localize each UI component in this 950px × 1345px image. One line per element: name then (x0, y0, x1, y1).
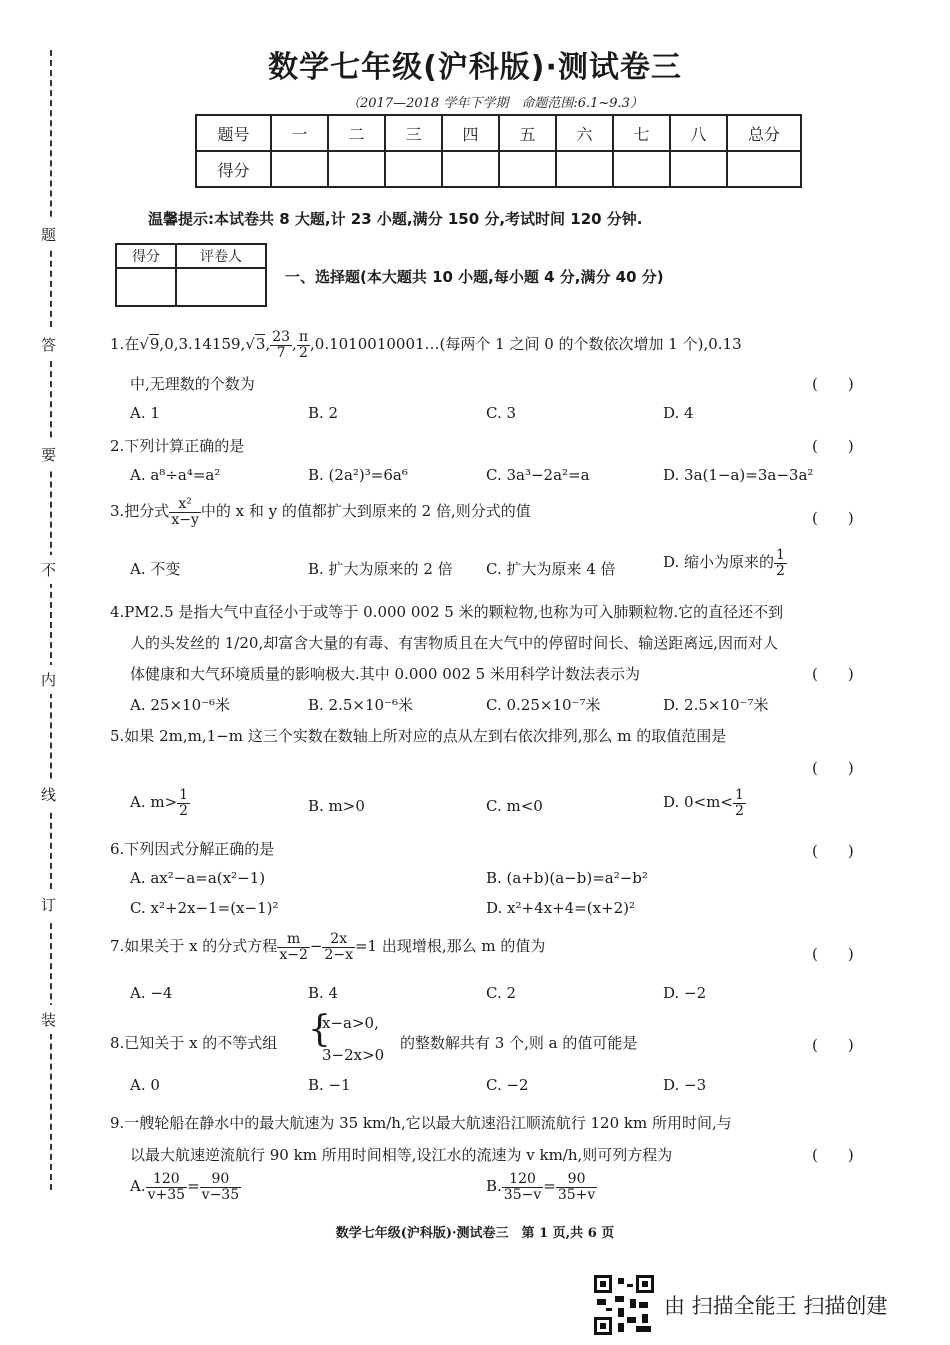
numerator: m (277, 932, 310, 948)
score-header-cell: 八 (670, 115, 727, 151)
brace-icon: { (308, 1009, 331, 1050)
score-header-cell: 总分 (727, 115, 801, 151)
answer-paren: ( ) (812, 375, 854, 393)
q1-option-b: B. 2 (308, 404, 339, 422)
binding-char: 要 (41, 440, 56, 469)
numerator: 120 (502, 1172, 543, 1188)
answer-paren: ( ) (812, 1146, 854, 1164)
q3-option-d-text: D. 缩小为原来的 (663, 553, 775, 572)
q9-option-b-label: B. (486, 1177, 502, 1196)
denominator: x−2 (279, 946, 308, 963)
q1-text: ,0.1010010001…(每两个 1 之间 0 的个数依次增加 1 个),0.13 (310, 335, 742, 354)
score-cell (385, 151, 442, 187)
q8-option-d: D. −3 (663, 1076, 707, 1094)
question-4-line3: 体健康和大气环境质量的影响极大.其中 0.000 002 5 米用科学计数法表示为 (130, 665, 640, 683)
page-footer: 数学七年级(沪科版)·测试卷三 第 1 页,共 6 页 (335, 1226, 615, 1241)
denominator: 35+v (557, 1186, 596, 1203)
numerator: 120 (146, 1172, 187, 1188)
q9-fraction (556, 1172, 597, 1202)
q3-option-b: B. 扩大为原来的 2 倍 (308, 560, 453, 578)
q2-option-b: B. (2a²)³=6a⁶ (308, 466, 408, 484)
q5-option-a-text: A. m> (130, 793, 178, 812)
question-9-line1: 9.一艘轮船在静水中的最大航速为 35 km/h,它以最大航速沿江顺流航行 120 km 所用时间,与 (110, 1114, 732, 1132)
binding-char: 不 (41, 555, 56, 584)
q5-option-c: C. m<0 (486, 797, 543, 815)
numerator: 1 (179, 787, 189, 803)
answer-paren: ( ) (812, 1036, 854, 1054)
question-7-stem (110, 932, 545, 962)
scanner-watermark: 由 扫描全能王 扫描创建 (664, 1294, 888, 1318)
binding-char: 答 (41, 330, 56, 359)
q5-option-a-fraction (177, 788, 190, 818)
question-5-stem: 5.如果 2m,m,1−m 这三个实数在数轴上所对应的点从左到右依次排列,那么 m 的取值范围是 (110, 727, 727, 745)
q7-option-b: B. 4 (308, 984, 339, 1002)
exam-tip: 温馨提示:本试卷共 8 大题,计 23 小题,满分 150 分,考试时间 120 分钟. (148, 210, 643, 228)
q3-option-a: A. 不变 (130, 560, 181, 578)
question-1-line2: 中,无理数的个数为 (130, 375, 255, 393)
q3-option-c: C. 扩大为原来 4 倍 (486, 560, 616, 578)
score-header-cell: 题号 (196, 115, 271, 151)
q9-equals: = (543, 1177, 556, 1196)
numerator: 90 (556, 1172, 597, 1188)
q7-option-c: C. 2 (486, 984, 517, 1002)
binding-char: 线 (41, 780, 56, 809)
q1-text: , (265, 335, 271, 354)
q4-option-d: D. 2.5×10⁻⁷米 (663, 696, 769, 714)
q5-option-a (130, 788, 190, 818)
q5-option-d-text: D. 0<m< (663, 793, 733, 812)
question-3-stem (110, 497, 531, 527)
q8-system-line2: 3−2x>0 (322, 1046, 385, 1064)
question-2-stem: 2.下列计算正确的是 (110, 437, 245, 455)
q8-option-a: A. 0 (130, 1076, 160, 1094)
question-8-stem-b: 的整数解共有 3 个,则 a 的值可能是 (400, 1034, 638, 1052)
q1-sqrt-9: 9 (149, 335, 160, 354)
q4-option-b: B. 2.5×10⁻⁶米 (308, 696, 414, 714)
q1-option-a: A. 1 (130, 404, 160, 422)
score-cell (556, 151, 613, 187)
answer-paren: ( ) (812, 509, 854, 527)
q7-fraction (277, 932, 310, 962)
q3-fraction (169, 497, 201, 527)
score-header-cell: 二 (328, 115, 385, 151)
binding-margin (30, 40, 70, 1190)
q6-option-d: D. x²+4x+4=(x+2)² (486, 899, 636, 917)
numerator: 2x (322, 932, 355, 948)
q6-option-a: A. ax²−a=a(x²−1) (130, 869, 266, 887)
denominator: 7 (276, 344, 286, 361)
q8-option-c: C. −2 (486, 1076, 529, 1094)
score-cell (727, 151, 801, 187)
grader-cell (116, 268, 176, 306)
q2-option-c: C. 3a³−2a²=a (486, 466, 590, 484)
binding-char: 内 (41, 665, 56, 694)
q1-fraction (270, 330, 292, 360)
score-cell (442, 151, 499, 187)
score-header-cell: 五 (499, 115, 556, 151)
question-4-line2: 人的头发丝的 1/20,却富含大量的有毒、有害物质且在大气中的停留时间长、输送距离远,因而对人 (130, 634, 778, 652)
q9-option-a (130, 1172, 241, 1202)
answer-paren: ( ) (812, 437, 854, 455)
q2-option-d: D. 3a(1−a)=3a−3a² (663, 466, 814, 484)
question-9-line2: 以最大航速逆流航行 90 km 所用时间相等,设江水的流速为 v km/h,则可列方程为 (130, 1146, 673, 1164)
q9-fraction (502, 1172, 543, 1202)
q5-option-d (663, 788, 746, 818)
q2-option-a: A. a⁸÷a⁴=a² (130, 466, 221, 484)
q4-option-a: A. 25×10⁻⁶米 (130, 696, 231, 714)
page-subtitle: （2017—2018 学年下学期 命题范围:6.1~9.3） (347, 96, 643, 111)
denominator: 2 (776, 562, 785, 579)
question-4-line1: 4.PM2.5 是指大气中直径小于或等于 0.000 002 5 米的颗粒物,也称为可入肺颗粒物.它的直径还不到 (110, 603, 784, 621)
q6-option-c: C. x²+2x−1=(x−1)² (130, 899, 279, 917)
q6-option-b: B. (a+b)(a−b)=a²−b² (486, 869, 648, 887)
page-title: 数学七年级(沪科版)·测试卷三 (268, 50, 682, 85)
numerator: 90 (200, 1172, 241, 1188)
denominator: 2 (179, 802, 189, 819)
grader-header-reviewer: 评卷人 (176, 244, 266, 268)
numerator: π (298, 329, 309, 345)
numerator: x² (169, 497, 201, 513)
grader-table (115, 243, 267, 307)
denominator: 35−v (503, 1186, 542, 1203)
q1-text: 1.在 (110, 335, 140, 354)
binding-char: 装 (41, 1005, 56, 1034)
q8-option-b: B. −1 (308, 1076, 351, 1094)
q9-fraction (200, 1172, 241, 1202)
answer-paren: ( ) (812, 842, 854, 860)
question-6-stem: 6.下列因式分解正确的是 (110, 840, 275, 858)
denominator: v+35 (147, 1186, 186, 1203)
q1-fraction (297, 330, 310, 360)
question-1-stem: 1.在√9,0,3.14159,√3, $\frac{23}{7}$ , $\frac{\pi}{2}$ ,0.1010010001…(每两个 1 之间 0 的个数依次增加 1 个),0.13 (110, 329, 742, 361)
denominator: x−y (171, 511, 199, 528)
score-header-cell: 四 (442, 115, 499, 151)
q7-option-a: A. −4 (130, 984, 173, 1002)
denominator: v−35 (201, 1186, 240, 1203)
denominator: 2−x (324, 946, 353, 963)
score-cell (271, 151, 328, 187)
binding-char: 订 (41, 890, 56, 919)
q3-option-d (663, 548, 787, 578)
q8-system-line1: x−a>0, (322, 1014, 379, 1032)
numerator: 1 (776, 547, 785, 563)
numerator: 1 (734, 787, 744, 803)
numerator: 23 (272, 329, 291, 345)
denominator: 2 (734, 802, 744, 819)
score-header-cell: 三 (385, 115, 442, 151)
q1-sqrt-3: 3 (255, 335, 266, 354)
q7-minus: − (309, 937, 323, 956)
q4-option-c: C. 0.25×10⁻⁷米 (486, 696, 601, 714)
answer-paren: ( ) (812, 665, 854, 683)
q7-option-d: D. −2 (663, 984, 707, 1002)
q9-option-b (486, 1172, 597, 1202)
q7-fraction (322, 932, 355, 962)
score-header-cell: 一 (271, 115, 328, 151)
q9-option-a-label: A. (130, 1177, 146, 1196)
q1-option-c: C. 3 (486, 404, 517, 422)
q3-text: 3.把分式 (110, 502, 170, 521)
score-cell (328, 151, 385, 187)
q9-fraction (146, 1172, 187, 1202)
score-row-label: 得分 (196, 151, 271, 187)
answer-paren: ( ) (812, 945, 854, 963)
q9-equals: = (187, 1177, 200, 1196)
q3-option-d-fraction (774, 548, 787, 578)
q3-text: 中的 x 和 y 的值都扩大到原来的 2 倍,则分式的值 (200, 502, 531, 521)
score-table (195, 114, 802, 188)
score-header-cell: 六 (556, 115, 613, 151)
score-cell (670, 151, 727, 187)
question-8-stem-a: 8.已知关于 x 的不等式组 (110, 1034, 278, 1052)
score-cell (499, 151, 556, 187)
q1-text: ,0,3.14159, (159, 335, 246, 354)
answer-paren: ( ) (812, 759, 854, 777)
q1-option-d: D. 4 (663, 404, 694, 422)
denominator: 2 (298, 344, 308, 361)
grader-header-score: 得分 (116, 244, 176, 268)
q7-text: 7.如果关于 x 的分式方程 (110, 937, 278, 956)
q5-option-b: B. m>0 (308, 797, 365, 815)
section-heading: 一、选择题(本大题共 10 小题,每小题 4 分,满分 40 分) (285, 268, 664, 286)
qr-code-icon (594, 1275, 654, 1335)
binding-char: 题 (41, 220, 56, 249)
q7-text: =1 出现增根,那么 m 的值为 (354, 937, 546, 956)
grader-cell (176, 268, 266, 306)
score-header-cell: 七 (613, 115, 670, 151)
q1-text: , (292, 335, 297, 354)
score-cell (613, 151, 670, 187)
q5-option-d-fraction (733, 788, 746, 818)
